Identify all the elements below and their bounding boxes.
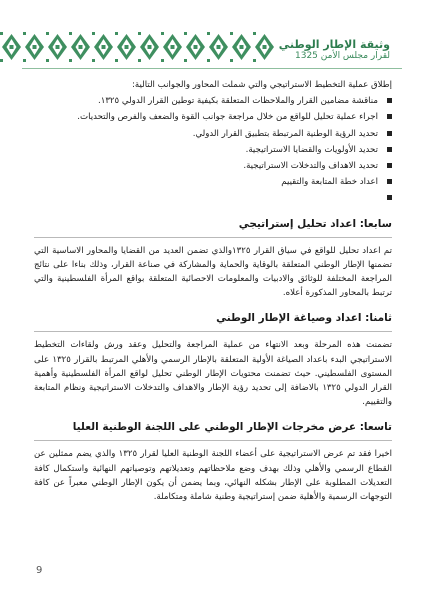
bullet-icon (387, 179, 392, 184)
section-heading: تاسعا: عرض مخرجات الإطار الوطني على اللجنة الوطنية العليا (72, 421, 392, 434)
document-title: وثيقة الإطار الوطني (278, 38, 390, 51)
section-divider (34, 440, 392, 441)
bullet-list (34, 94, 392, 205)
bullet-icon (387, 131, 392, 136)
list-item-text: مناقشة مضامين القرار والملاحظات المتعلقة بكيفية توطين القرار الدولي ١٣٢٥. (97, 96, 378, 107)
bullet-icon (387, 98, 392, 103)
header-divider (22, 68, 402, 69)
intro-paragraph: إطلاق عملية التخطيط الاستراتيجي والتي شملت المحاور والجوانب التالية: (132, 80, 392, 90)
document-subtitle: لقرار مجلس الأمن 1325 (295, 51, 390, 61)
list-item (34, 143, 392, 157)
main-content (34, 78, 392, 504)
section-heading: سابعا: اعداد تحليل إستراتيجي (238, 217, 392, 230)
section-divider (34, 331, 392, 332)
decorative-pattern (0, 32, 276, 62)
list-item (34, 127, 392, 141)
list-item-text: تحديد الاهداف والتدخلات الاستراتيجية. (243, 161, 378, 172)
page-number: 9 (36, 565, 43, 576)
bullet-icon (387, 163, 392, 168)
bullet-icon (387, 114, 392, 119)
list-item (34, 110, 392, 124)
document-header (279, 38, 390, 62)
list-item (34, 94, 392, 108)
section-heading: ثامنا: اعداد وصياغة الإطار الوطني (216, 312, 392, 325)
section-divider (34, 237, 392, 238)
section-paragraph: تضمنت هذه المرحلة وبعد الانتهاء من عملية المراجعة والتحليل وعقد ورش ولقاءات التخطيط الاستراتيجي البدء باعداد الصياغة الأولية المتعلقة بالإطار الرسمي والأهلي المرتبط بالقرار ١٣٢٥ على المستوى الفلسطيني. حيث تضمنت محتويات الإطار الوطني تحليل لواقع المرأة الفلسطينية وأهمية القرار الدولي ١٣٢٥ بالاضافة إلى تحديد رؤية الإطار والاهداف والتدخلات الاستراتيجية ونظام المتابعة والتقييم. (34, 340, 392, 408)
list-item (34, 191, 392, 205)
bullet-icon (387, 147, 392, 152)
list-item-text: اجراء عملية تحليل للواقع من خلال مراجعة جوانب القوة والضعف والفرص والتحديات. (77, 112, 378, 123)
list-item-text: اعداد خطة المتابعة والتقييم (281, 177, 378, 188)
section-paragraph: تم اعداد تحليل للواقع في سياق القرار ١٣٢٥والذي تضمن العديد من القضايا والمحاور الاساسية التي تضمنها الإطار الوطني المتعلقة بالوقاية والحماية والمشاركة في صناعة القرار، وذلك بناءا على نتائج المراجعة المختلفة للوثائق والادبيات والمعلومات الاحصائية المتعلقة بواقع المرأة الفلسطينية والتي ترتبط بالمحاور المذكورة أعلاه. (34, 245, 392, 299)
bullet-icon (387, 195, 392, 200)
section-paragraph: اخيرا فقد تم عرض الاستراتيجية على أعضاء اللجنة الوطنية العليا لقرار ١٣٢٥ والذي يضم ممثلين عن القطاع الرسمي والأهلي وذلك بهدف وضع ملاحظاتهم وتعديلاتهم وتوصياتهم النهائية واستكمال كافة التعديلات المطلوبة على الإطار بشكله النهائي، وبما يضمن أن يكون الإطار الوطني معبراً عن كافة التوجهات الرسمية والأهلية ضمن إستراتيجية وطنية شاملة ومتكاملة. (34, 449, 392, 503)
list-item-text: تحديد الأولويات والقضايا الاستراتيجية. (245, 144, 378, 155)
list-item (34, 175, 392, 189)
list-item-text: تحديد الرؤية الوطنية المرتبطة بتطبيق القرار الدولي. (192, 128, 378, 139)
list-item (34, 159, 392, 173)
